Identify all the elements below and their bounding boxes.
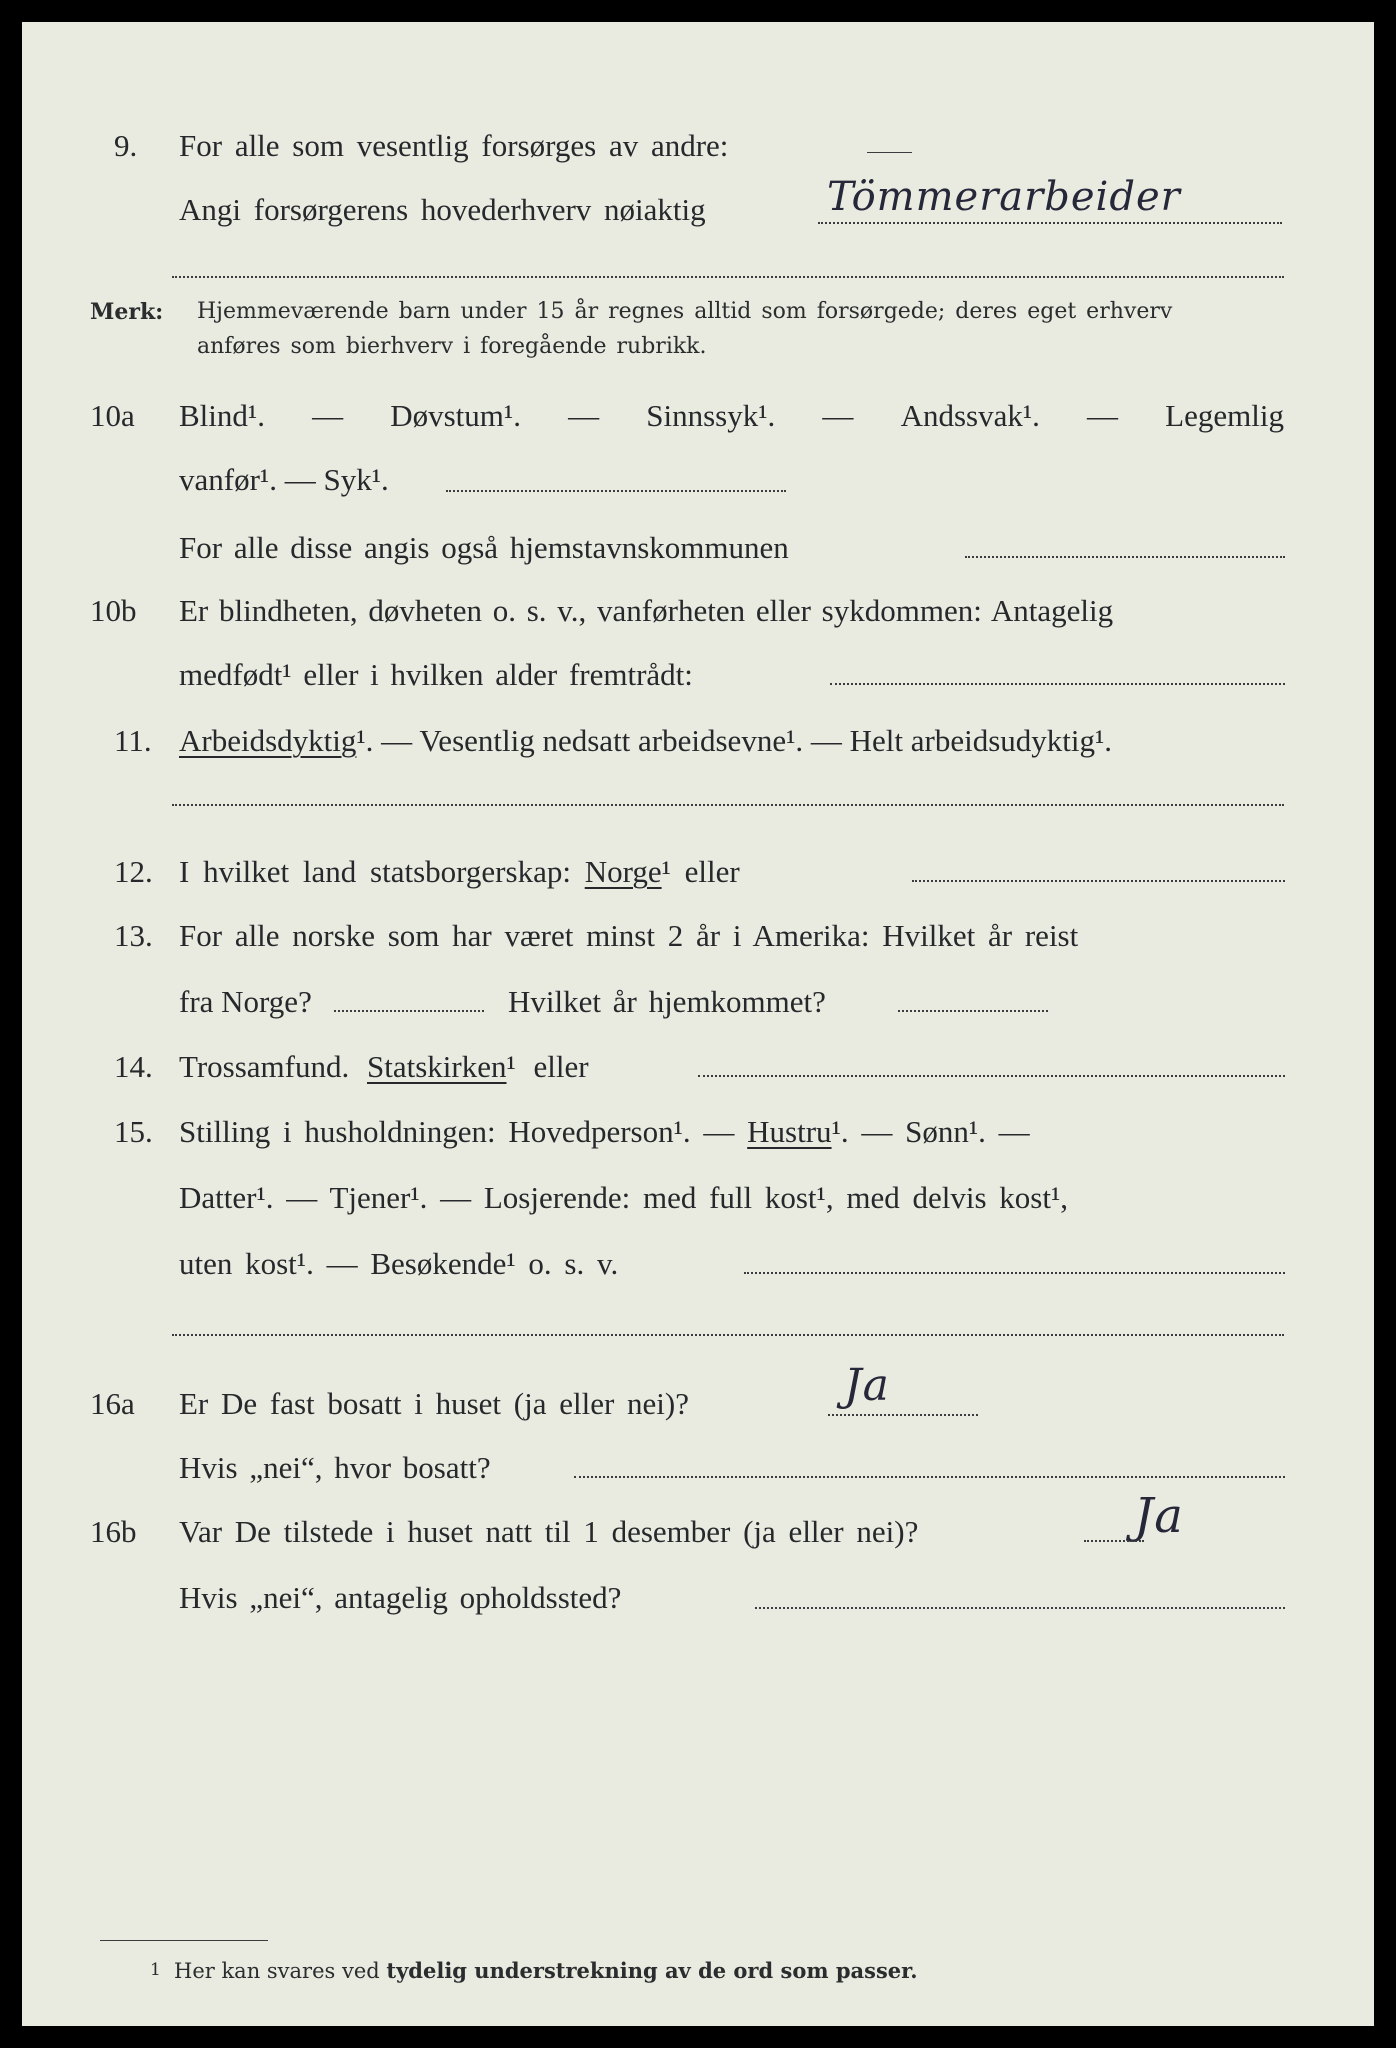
q13-line2b: Hvilket år hjemkommet? [508, 984, 826, 1019]
footnote-rule [100, 1940, 268, 1941]
q10a-kommune-line [965, 556, 1285, 558]
q14-post: ¹ eller [506, 1049, 589, 1084]
q16a-handwritten-answer: Ja [844, 1360, 890, 1411]
q11-extra-line [172, 804, 1284, 806]
q12-answer-line [912, 880, 1285, 882]
q9-handwritten-answer: Tömmerarbeider [827, 174, 1181, 220]
q15-number: 15. [114, 1114, 153, 1149]
q15-line3: uten kost¹. — Besøkende¹ o. s. v. [179, 1246, 619, 1281]
q10a-number: 10a [90, 398, 135, 433]
q10b-line1: Er blindheten, døvheten o. s. v., vanførheten eller sykdommen: Antagelig [179, 593, 1114, 628]
q10a-line3: For alle disse angis også hjemstavnskommunen [179, 530, 789, 565]
q9-answer-line [818, 222, 1282, 224]
merk-line2: anføres som bierhverv i foregående rubrikk. [197, 334, 707, 359]
q10a-opt-dovstum: Døvstum¹. [390, 398, 521, 433]
q13-number: 13. [114, 918, 153, 953]
q10a-sep: — [568, 398, 600, 433]
q15-marked-hustru: Hustru [747, 1114, 832, 1149]
q16a-answer-line [828, 1414, 978, 1416]
merk-label: Merk: [90, 299, 164, 325]
q16a-number: 16a [90, 1386, 135, 1421]
q12-text: I hvilket land statsborgerskap: [179, 854, 571, 889]
q14-marked-statskirken: Statskirken [367, 1049, 507, 1084]
q15-extra-line [172, 1334, 1284, 1336]
q16b-line1: Var De tilstede i huset natt til 1 desember (ja eller nei)? [179, 1514, 919, 1549]
q12-line [179, 856, 740, 887]
q15-line1 [179, 1116, 1030, 1147]
q16a-line2: Hvis „nei“, hvor bosatt? [179, 1450, 491, 1485]
merk-line1: Hjemmeværende barn under 15 år regnes alltid som forsørgede; deres eget erhverv [197, 299, 1173, 324]
q10a-opt-sinnssyk: Sinnssyk¹. [646, 398, 776, 433]
q14-answer-line [698, 1075, 1285, 1077]
q16b-line2: Hvis „nei“, antagelig opholdssted? [179, 1580, 622, 1615]
q11-marked-arbeidsdyktig: Arbeidsdyktig [179, 723, 357, 758]
q9-line1: For alle som vesentlig forsørges av andre: [179, 128, 729, 163]
q16a-line1: Er De fast bosatt i huset (ja eller nei)? [179, 1386, 689, 1421]
q11-number: 11. [114, 723, 152, 758]
footnote-text [174, 1960, 918, 1982]
q9-extra-line [172, 276, 1284, 278]
q10b-answer-line [830, 683, 1285, 685]
q16b-number: 16b [90, 1514, 137, 1549]
footnote-pre: Her kan svares ved [174, 1959, 380, 1983]
q9-line2: Angi forsørgerens hovederhverv nøiaktig [179, 192, 706, 227]
q13-reist-line [334, 1010, 484, 1012]
q14-number: 14. [114, 1049, 153, 1084]
q10a-line1 [179, 400, 1284, 431]
q12-post: ¹ eller [661, 854, 740, 889]
q14-line [179, 1051, 589, 1082]
census-form-page [22, 22, 1374, 2026]
q9-line1-dash [867, 152, 912, 153]
q13-line2a: fra Norge? [179, 984, 312, 1019]
q13-line1: For alle norske som har været minst 2 år i Amerika: Hvilket år reist [179, 918, 1079, 953]
q16a-bosatt-line [574, 1476, 1285, 1478]
q15-line2: Datter¹. — Tjener¹. — Losjerende: med full kost¹, med delvis kost¹, [179, 1180, 1068, 1215]
q15-line1-post: ¹. — Sønn¹. — [831, 1114, 1030, 1149]
footnote-bold: tydelig understrekning av de ord som passer. [386, 1958, 918, 1983]
q15-answer-line [744, 1272, 1285, 1274]
q10a-line2: vanfør¹. — Syk¹. [179, 462, 389, 497]
q10a-opt-blind: Blind¹. [179, 398, 265, 433]
q10a-sep: — [822, 398, 854, 433]
q12-number: 12. [114, 854, 153, 889]
q10a-sep: — [312, 398, 344, 433]
q16b-answer-line [1084, 1540, 1144, 1542]
q11-line [179, 725, 1112, 756]
q9-number: 9. [114, 128, 138, 163]
q10a-sep: — [1087, 398, 1119, 433]
q16b-handwritten-answer: Ja [1134, 1488, 1184, 1544]
q10a-opt-legemlig: Legemlig [1165, 398, 1284, 433]
q10a-opt-andssvak: Andssvak¹. [900, 398, 1040, 433]
q10b-line2: medfødt¹ eller i hvilken alder fremtrådt: [179, 657, 693, 692]
q12-marked-norge: Norge [584, 854, 662, 889]
q13-hjemkommet-line [898, 1010, 1048, 1012]
footnote-mark: 1 [150, 1960, 161, 1980]
q10a-syk-line [446, 490, 786, 492]
q14-text: Trossamfund. [179, 1049, 350, 1084]
q11-rest: ¹. — Vesentlig nedsatt arbeidsevne¹. — Helt arbeidsudyktig¹. [356, 723, 1113, 758]
q15-line1-text: Stilling i husholdningen: Hovedperson¹. — [179, 1114, 735, 1149]
q16b-opholdssted-line [755, 1607, 1285, 1609]
q10b-number: 10b [90, 593, 137, 628]
